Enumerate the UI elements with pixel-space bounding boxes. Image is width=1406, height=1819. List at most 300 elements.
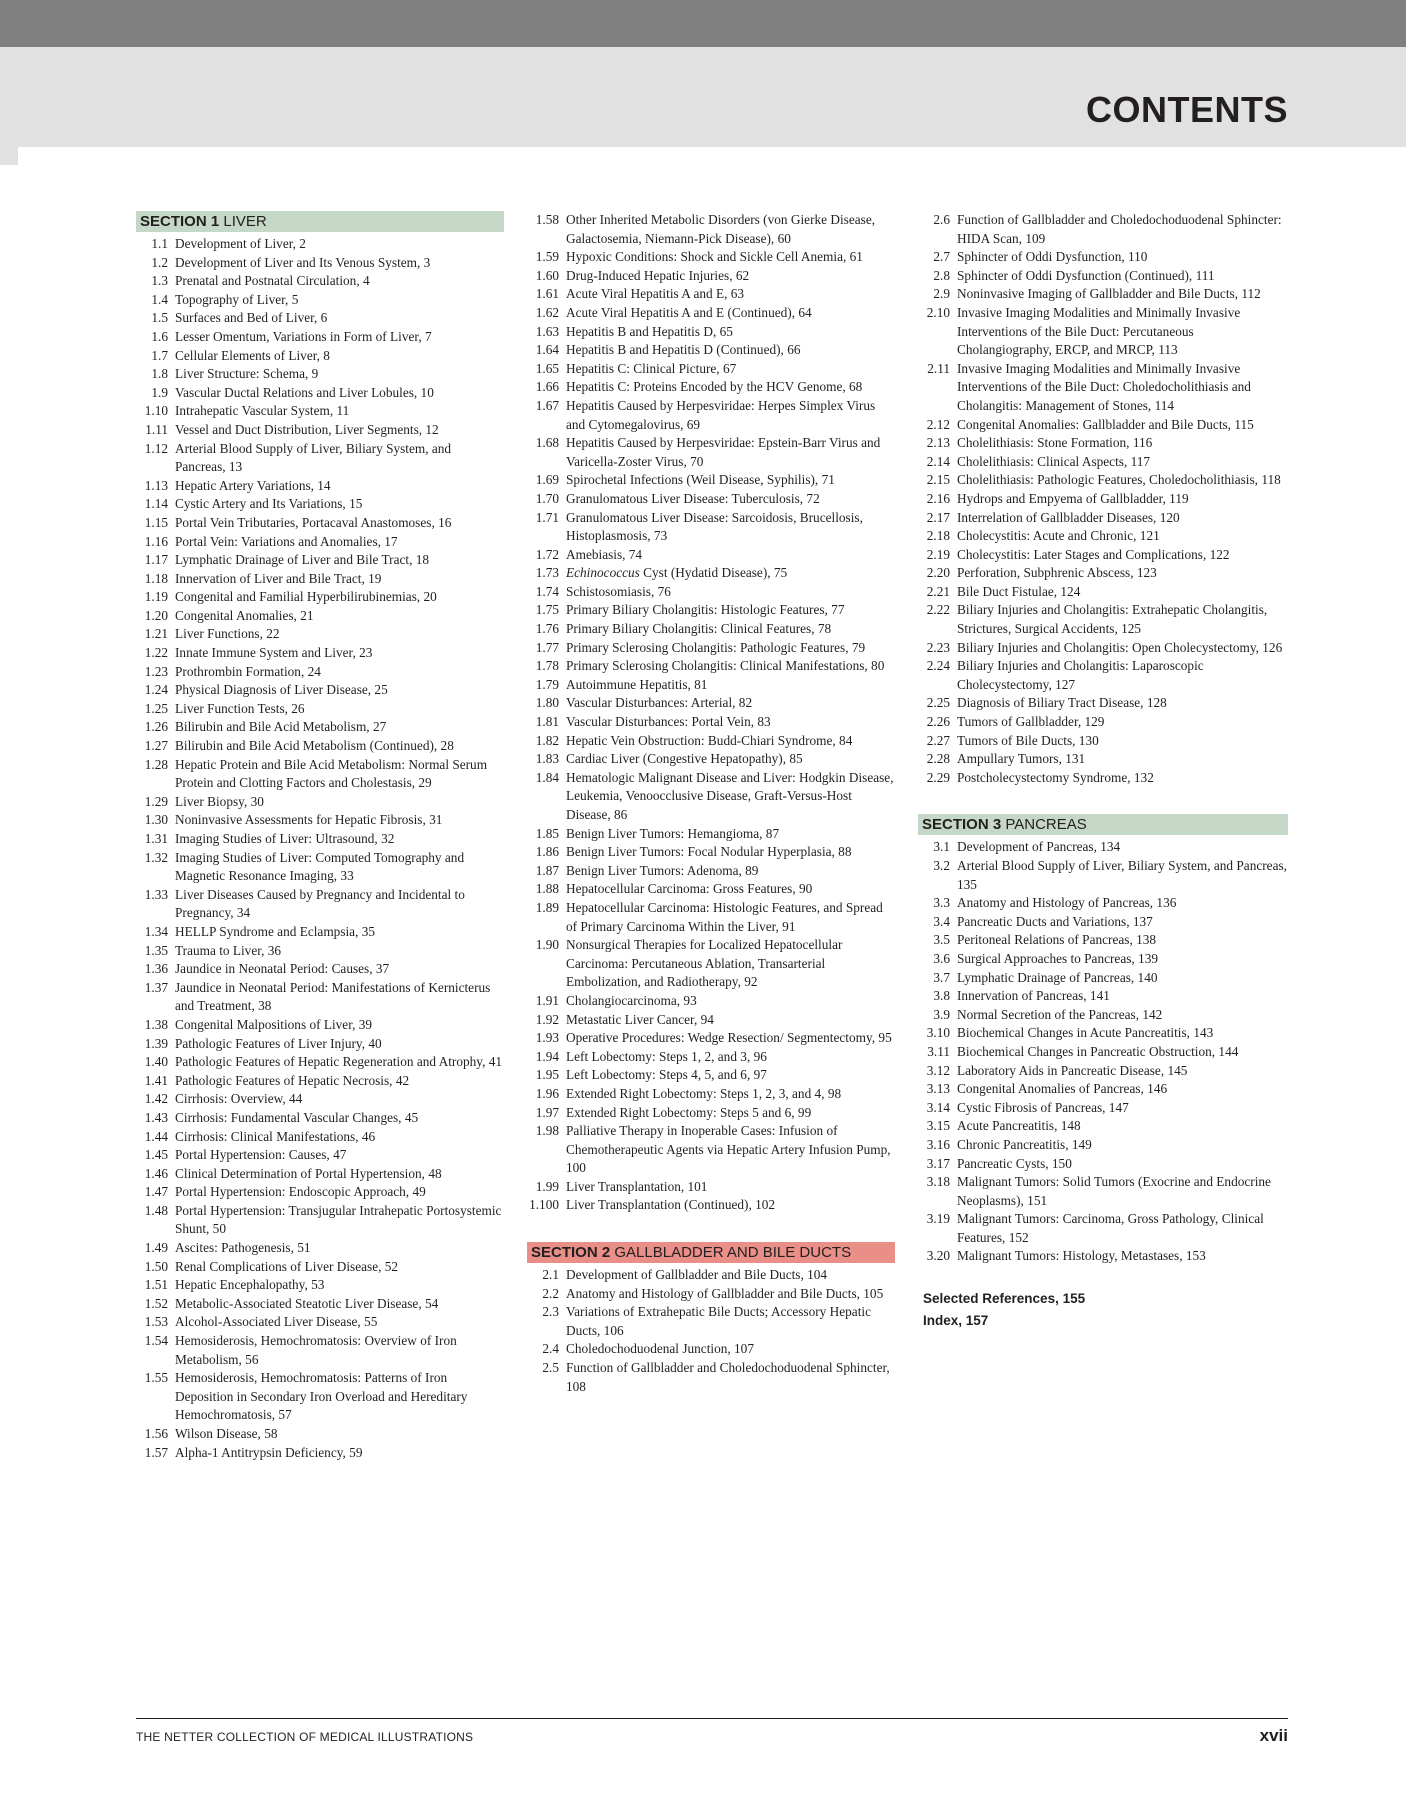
toc-entry-title: Laboratory Aids in Pancreatic Disease, 145: [957, 1062, 1188, 1078]
toc-entry[interactable]: [136, 588, 504, 607]
toc-entry[interactable]: [527, 583, 895, 602]
toc-entry[interactable]: [136, 1276, 504, 1295]
toc-entry-number: 1.46: [144, 1165, 168, 1181]
toc-entry[interactable]: [136, 1109, 504, 1128]
toc-entry-number: 1.33: [144, 886, 168, 902]
toc-entry-title: Tumors of Gallbladder, 129: [957, 714, 1105, 730]
toc-entry-number: 1.63: [535, 323, 559, 339]
toc-entry-title: Metastatic Liver Cancer, 94: [566, 1011, 714, 1027]
toc-entry[interactable]: [136, 700, 504, 719]
toc-entry-title: Hepatic Protein and Bile Acid Metabolism: Normal Serum Protein and Clotting Factors and Cholestasis, 29: [175, 756, 488, 791]
toc-entry-number: 1.67: [535, 397, 559, 413]
toc-entry[interactable]: [918, 969, 1288, 988]
toc-entry-title: Bilirubin and Bile Acid Metabolism (Continued), 28: [175, 738, 454, 754]
toc-entry[interactable]: [527, 601, 895, 620]
toc-entry-title: Benign Liver Tumors: Adenoma, 89: [566, 862, 759, 878]
toc-entry[interactable]: [918, 1136, 1288, 1155]
toc-entry[interactable]: [527, 936, 895, 992]
toc-entry-number: 1.78: [535, 658, 559, 674]
toc-entry-title: Hemosiderosis, Hemochromatosis: Patterns of Iron Deposition in Secondary Iron Overload and Hereditary Hemochromatosis, 57: [175, 1370, 468, 1423]
toc-entry-title: Pathologic Features of Hepatic Necrosis, 42: [175, 1072, 410, 1088]
toc-entry[interactable]: [527, 248, 895, 267]
toc-entry-title: Innervation of Pancreas, 141: [957, 988, 1110, 1004]
selected-references-link[interactable]: Selected References, 155: [923, 1291, 1086, 1307]
toc-entry-title: Cholelithiasis: Clinical Aspects, 117: [957, 453, 1151, 469]
toc-entry-title: Hepatocellular Carcinoma: Histologic Features, and Spread of Primary Carcinoma Within the Liver, 91: [566, 899, 883, 934]
toc-entry[interactable]: [136, 254, 504, 273]
toc-entry-number: 1.21: [144, 626, 168, 642]
toc-entry-title: Amebiasis, 74: [566, 546, 643, 562]
toc-entry[interactable]: [136, 793, 504, 812]
toc-entry-number: 3.2: [933, 858, 950, 873]
toc-entry[interactable]: [136, 1425, 504, 1444]
section-name: PANCREAS: [1005, 816, 1087, 834]
toc-entry-number: 1.36: [144, 961, 168, 977]
toc-entry[interactable]: [527, 304, 895, 323]
toc-entry-title: Acute Viral Hepatitis A and E, 63: [566, 286, 745, 302]
toc-entry[interactable]: [527, 285, 895, 304]
toc-entry-title: Bile Duct Fistulae, 124: [957, 583, 1081, 599]
toc-entry[interactable]: [136, 718, 504, 737]
toc-entry-title: Alcohol-Associated Liver Disease, 55: [175, 1314, 378, 1330]
toc-entry[interactable]: [527, 1085, 895, 1104]
toc-entry[interactable]: [136, 551, 504, 570]
toc-entry-title: Granulomatous Liver Disease: Tuberculosis, 72: [566, 490, 820, 506]
toc-entry-title: Benign Liver Tumors: Focal Nodular Hyperplasia, 88: [566, 844, 852, 860]
toc-entry[interactable]: [527, 378, 895, 397]
toc-entry-number: 1.74: [535, 583, 559, 599]
toc-entry-number: 1.52: [144, 1295, 168, 1311]
toc-entry[interactable]: [527, 1048, 895, 1067]
toc-entry-title: Malignant Tumors: Histology, Metastases, 153: [957, 1248, 1206, 1264]
toc-entry[interactable]: [136, 1183, 504, 1202]
toc-entry[interactable]: [918, 416, 1288, 435]
toc-entry-number: 1.98: [535, 1123, 559, 1139]
toc-entry[interactable]: [136, 272, 504, 291]
toc-entry[interactable]: [136, 681, 504, 700]
toc-entry[interactable]: [918, 1173, 1288, 1210]
toc-entry[interactable]: [136, 291, 504, 310]
toc-entry-number: 1.97: [535, 1104, 559, 1120]
toc-entry-number: 2.7: [933, 249, 950, 265]
toc-entry-title: Variations of Extrahepatic Bile Ducts; Accessory Hepatic Ducts, 106: [566, 1304, 871, 1338]
toc-entry[interactable]: [918, 285, 1288, 304]
toc-entry-number: 2.6: [933, 212, 950, 227]
toc-entry-title: Hepatitis B and Hepatitis D, 65: [566, 323, 733, 339]
toc-entry-title: Anatomy and Histology of Pancreas, 136: [957, 895, 1177, 911]
toc-entry-number: 1.5: [151, 310, 168, 326]
toc-entry-title: Invasive Imaging Modalities and Minimally Invasive Interventions of the Bile Duct: Percutaneous Cholangiography, ERCP, and MRCP, 113: [957, 304, 1241, 358]
toc-entry[interactable]: [918, 931, 1288, 950]
toc-entry-title: Autoimmune Hepatitis, 81: [566, 676, 708, 692]
toc-entry[interactable]: [527, 546, 895, 565]
toc-entry-number: 1.35: [144, 942, 168, 958]
toc-entry[interactable]: [918, 838, 1288, 857]
toc-entry-number: 1.83: [535, 751, 559, 767]
section-label: SECTION 1: [140, 213, 220, 230]
toc-entry[interactable]: [918, 1080, 1288, 1099]
toc-entry[interactable]: [918, 713, 1288, 732]
toc-entry[interactable]: [136, 625, 504, 644]
toc-entry-title: Pancreatic Cysts, 150: [957, 1155, 1072, 1171]
toc-entry[interactable]: [136, 1146, 504, 1165]
toc-entry[interactable]: [527, 620, 895, 639]
toc-entry-number: 2.14: [926, 453, 950, 469]
toc-entry[interactable]: [527, 1066, 895, 1085]
toc-entry-number: 1.51: [144, 1277, 168, 1293]
toc-entry-number: 1.10: [144, 403, 168, 419]
toc-entry[interactable]: [136, 644, 504, 663]
toc-entry-title: Primary Sclerosing Cholangitis: Clinical Manifestations, 80: [566, 658, 885, 674]
toc-entry[interactable]: [918, 750, 1288, 769]
toc-entry[interactable]: [918, 583, 1288, 602]
toc-entry-number: 1.2: [151, 254, 168, 270]
toc-entry[interactable]: [136, 1202, 504, 1239]
toc-entry[interactable]: [136, 923, 504, 942]
toc-entry[interactable]: [918, 732, 1288, 751]
toc-entry[interactable]: [527, 1104, 895, 1123]
toc-entry[interactable]: [527, 1011, 895, 1030]
toc-entry[interactable]: [918, 564, 1288, 583]
toc-entry[interactable]: [136, 942, 504, 961]
toc-entry[interactable]: [136, 1053, 504, 1072]
toc-entry-title: Hepatitis C: Proteins Encoded by the HCV Genome, 68: [566, 379, 863, 395]
toc-entry-number: 1.43: [144, 1109, 168, 1125]
toc-entry[interactable]: [527, 1303, 895, 1340]
toc-entry-title: Sphincter of Oddi Dysfunction, 110: [957, 249, 1148, 265]
toc-entry-number: 1.39: [144, 1035, 168, 1051]
toc-entry[interactable]: [918, 894, 1288, 913]
toc-entry-title: Portal Hypertension: Transjugular Intrahepatic Portosystemic Shunt, 50: [175, 1202, 502, 1237]
toc-entry[interactable]: [527, 825, 895, 844]
toc-entry-number: 1.76: [535, 621, 559, 637]
toc-entry[interactable]: [918, 360, 1288, 416]
toc-entry[interactable]: [527, 397, 895, 434]
section-label: SECTION 2: [531, 1244, 611, 1262]
section-3-heading: [918, 814, 1288, 835]
toc-entry[interactable]: [136, 1128, 504, 1147]
toc-entry[interactable]: [918, 1043, 1288, 1062]
toc-entry[interactable]: [918, 1099, 1288, 1118]
footer-series-title: THE NETTER COLLECTION OF MEDICAL ILLUSTRATIONS: [136, 1730, 474, 1744]
toc-entry[interactable]: [918, 453, 1288, 472]
toc-entry-title: Hepatic Encephalopathy, 53: [175, 1277, 325, 1293]
toc-entry-number: 3.14: [926, 1099, 950, 1115]
toc-entry-number: 1.18: [144, 570, 168, 586]
toc-entry[interactable]: [918, 211, 1288, 248]
toc-entry[interactable]: [918, 913, 1288, 932]
toc-entry[interactable]: [918, 1210, 1288, 1247]
toc-entry-title: Peritoneal Relations of Pancreas, 138: [957, 932, 1157, 948]
toc-entry-number: 3.15: [926, 1118, 950, 1134]
toc-entry[interactable]: [918, 304, 1288, 360]
toc-entry-number: 1.7: [151, 347, 168, 363]
toc-entry-number: 2.11: [927, 360, 950, 376]
toc-entry[interactable]: [527, 323, 895, 342]
toc-entry[interactable]: [918, 527, 1288, 546]
toc-entry-title: Liver Function Tests, 26: [175, 700, 305, 716]
toc-entry-title: Malignant Tumors: Carcinoma, Gross Pathology, Clinical Features, 152: [957, 1211, 1264, 1245]
toc-entry-number: 1.77: [535, 639, 559, 655]
toc-entry-number: 1.9: [151, 384, 168, 400]
toc-entry[interactable]: [918, 509, 1288, 528]
toc-entry-number: 1.70: [535, 490, 559, 506]
toc-entry[interactable]: [527, 657, 895, 676]
toc-entry-title: Ascites: Pathogenesis, 51: [175, 1240, 311, 1256]
toc-entry[interactable]: [136, 421, 504, 440]
toc-entry[interactable]: [136, 1165, 504, 1184]
toc-entry[interactable]: [136, 309, 504, 328]
toc-entry-title: Biliary Injuries and Cholangitis: Open Cholecystectomy, 126: [957, 639, 1283, 655]
toc-entry[interactable]: [527, 341, 895, 360]
toc-entry[interactable]: [527, 434, 895, 471]
toc-entry-number: 2.5: [542, 1360, 559, 1376]
toc-entry-title: Cholangiocarcinoma, 93: [566, 992, 697, 1008]
toc-entry-title: Vascular Disturbances: Portal Vein, 83: [566, 714, 771, 730]
toc-entry[interactable]: [918, 1006, 1288, 1025]
toc-entry[interactable]: [527, 509, 895, 546]
toc-entry[interactable]: [918, 657, 1288, 694]
toc-entry-number: 1.91: [535, 992, 559, 1008]
toc-entry-number: 2.15: [926, 472, 950, 488]
toc-entry-title: Development of Liver and Its Venous System, 3: [175, 254, 431, 270]
toc-entry-title: Chronic Pancreatitis, 149: [957, 1136, 1092, 1152]
toc-entry-number: 1.19: [144, 589, 168, 605]
toc-entry[interactable]: [136, 533, 504, 552]
toc-entry-number: 2.27: [926, 732, 950, 748]
toc-entry-number: 1.12: [144, 440, 168, 456]
toc-entry[interactable]: [136, 1090, 504, 1109]
index-link[interactable]: Index, 157: [923, 1313, 989, 1329]
toc-entry[interactable]: [527, 750, 895, 769]
toc-entry[interactable]: [918, 490, 1288, 509]
toc-entry[interactable]: [527, 676, 895, 695]
toc-entry[interactable]: [527, 211, 895, 248]
toc-entry-title: Spirochetal Infections (Weil Disease, Syphilis), 71: [566, 472, 835, 488]
toc-entry[interactable]: [136, 495, 504, 514]
toc-entry-number: 2.20: [926, 565, 950, 581]
toc-entry-title: Primary Biliary Cholangitis: Clinical Features, 78: [566, 621, 832, 637]
toc-entry[interactable]: [918, 694, 1288, 713]
toc-entry[interactable]: [136, 1369, 504, 1425]
toc-entry-number: 1.34: [144, 923, 168, 939]
toc-entry[interactable]: [136, 1035, 504, 1054]
toc-entry[interactable]: [527, 639, 895, 658]
page-title: CONTENTS: [1086, 89, 1288, 130]
section-1-entries: [136, 235, 504, 1462]
toc-entry-number: 3.1: [933, 839, 950, 855]
toc-entry-number: 3.5: [933, 932, 950, 948]
toc-entry-title: Congenital Malpositions of Liver, 39: [175, 1016, 373, 1032]
toc-entry-number: 1.99: [535, 1178, 559, 1194]
toc-entry-title: Postcholecystectomy Syndrome, 132: [957, 769, 1154, 785]
toc-entry[interactable]: [136, 514, 504, 533]
toc-entry-title: Portal Vein: Variations and Anomalies, 17: [175, 533, 398, 549]
toc-entry-number: 1.41: [144, 1072, 168, 1088]
toc-entry-number: 2.17: [926, 509, 950, 525]
toc-entry-title: Jaundice in Neonatal Period: Causes, 37: [175, 961, 390, 977]
toc-entry[interactable]: [527, 1196, 895, 1215]
toc-entry[interactable]: [918, 769, 1288, 788]
toc-entry[interactable]: [136, 1016, 504, 1035]
section-3-entries: [918, 838, 1288, 1266]
toc-entry-number: 3.17: [926, 1155, 950, 1171]
toc-entry[interactable]: [136, 1239, 504, 1258]
toc-entry-title: Metabolic-Associated Steatotic Liver Disease, 54: [175, 1295, 439, 1311]
toc-entry-title: Hydrops and Empyema of Gallbladder, 119: [957, 490, 1189, 506]
toc-entry[interactable]: [136, 811, 504, 830]
toc-entry[interactable]: [136, 347, 504, 366]
section-1-entries-continued: [527, 211, 895, 1215]
toc-entry-title: Sphincter of Oddi Dysfunction (Continued), 111: [957, 267, 1215, 283]
toc-entry[interactable]: [136, 1444, 504, 1463]
toc-entry[interactable]: [527, 992, 895, 1011]
toc-entry-number: 1.93: [535, 1030, 559, 1046]
toc-entry[interactable]: [918, 1117, 1288, 1136]
toc-entry-title: Noninvasive Imaging of Gallbladder and Bile Ducts, 112: [957, 286, 1261, 302]
toc-entry-number: 2.1: [542, 1267, 559, 1283]
toc-entry-title: Intrahepatic Vascular System, 11: [175, 403, 350, 419]
toc-entry[interactable]: [136, 1072, 504, 1091]
toc-entry[interactable]: [136, 1313, 504, 1332]
toc-entry[interactable]: [527, 360, 895, 379]
toc-entry-title: Development of Liver, 2: [175, 236, 306, 251]
toc-entry[interactable]: [918, 248, 1288, 267]
page-number: xvii: [1259, 1726, 1288, 1745]
toc-entry[interactable]: [918, 1062, 1288, 1081]
toc-entry-title: Portal Vein Tributaries, Portacaval Anastomoses, 16: [175, 514, 452, 530]
toc-entry[interactable]: [136, 384, 504, 403]
toc-entry[interactable]: [527, 1285, 895, 1304]
toc-entry-number: 3.12: [926, 1062, 950, 1078]
toc-entry-number: 1.68: [535, 435, 559, 451]
toc-entry-number: 1.82: [535, 732, 559, 748]
toc-entry[interactable]: [527, 862, 895, 881]
toc-entry-number: 1.96: [535, 1085, 559, 1101]
toc-entry[interactable]: [527, 1122, 895, 1178]
toc-entry[interactable]: [527, 899, 895, 936]
toc-entry[interactable]: [136, 607, 504, 626]
toc-entry-title: Normal Secretion of the Pancreas, 142: [957, 1006, 1163, 1022]
toc-entry[interactable]: [527, 1340, 895, 1359]
toc-entry[interactable]: [918, 987, 1288, 1006]
toc-entry-title: Lesser Omentum, Variations in Form of Liver, 7: [175, 328, 432, 344]
toc-entry[interactable]: [136, 849, 504, 886]
toc-entry[interactable]: [136, 756, 504, 793]
toc-entry[interactable]: [527, 1029, 895, 1048]
toc-entry-title: Vascular Disturbances: Arterial, 82: [566, 695, 753, 711]
toc-entry-number: 1.44: [144, 1128, 168, 1144]
toc-entry[interactable]: [136, 1258, 504, 1277]
toc-entry-number: 1.4: [151, 291, 168, 307]
toc-entry[interactable]: [136, 365, 504, 384]
toc-entry[interactable]: [136, 960, 504, 979]
toc-entry[interactable]: [527, 471, 895, 490]
toc-entry[interactable]: [918, 471, 1288, 490]
toc-entry[interactable]: [136, 440, 504, 477]
toc-entry-title: Cystic Artery and Its Variations, 15: [175, 496, 363, 512]
toc-entry[interactable]: [527, 713, 895, 732]
toc-entry[interactable]: [136, 328, 504, 347]
toc-entry[interactable]: [527, 490, 895, 509]
toc-entry-title: Liver Biopsy, 30: [175, 793, 264, 809]
toc-entry[interactable]: [527, 769, 895, 825]
toc-entry-title: Schistosomiasis, 76: [566, 583, 671, 599]
toc-entry-number: 1.49: [144, 1240, 168, 1256]
toc-entry[interactable]: [527, 564, 895, 583]
toc-entry-title: Pathologic Features of Liver Injury, 40: [175, 1035, 382, 1051]
toc-entry[interactable]: [918, 1024, 1288, 1043]
toc-entry[interactable]: [136, 477, 504, 496]
toc-entry[interactable]: [136, 235, 504, 254]
toc-entry[interactable]: [527, 880, 895, 899]
toc-entry[interactable]: [918, 601, 1288, 638]
header-notch: [0, 147, 18, 165]
toc-entry[interactable]: [918, 857, 1288, 894]
toc-entry-number: 1.61: [535, 286, 559, 302]
toc-entry-number: 3.11: [927, 1043, 950, 1059]
toc-entry-title: Pancreatic Ducts and Variations, 137: [957, 913, 1153, 929]
toc-entry[interactable]: [527, 694, 895, 713]
toc-entry[interactable]: [136, 663, 504, 682]
section-2-heading: [527, 1242, 895, 1263]
toc-entry[interactable]: [918, 1155, 1288, 1174]
toc-entry[interactable]: [136, 402, 504, 421]
toc-entry-title: Operative Procedures: Wedge Resection/ Segmentectomy, 95: [566, 1030, 892, 1046]
toc-entry-number: 2.29: [926, 769, 950, 785]
toc-entry-number: 2.25: [926, 695, 950, 711]
toc-entry-number: 1.87: [535, 862, 559, 878]
toc-entry-number: 2.8: [933, 267, 950, 283]
toc-entry-title: Cardiac Liver (Congestive Hepatopathy), 85: [566, 751, 803, 767]
toc-entry-number: 2.4: [542, 1341, 559, 1357]
toc-entry-title: Liver Diseases Caused by Pregnancy and Incidental to Pregnancy, 34: [175, 886, 465, 921]
toc-entry[interactable]: [918, 1247, 1288, 1266]
toc-entry[interactable]: [527, 843, 895, 862]
toc-entry[interactable]: [918, 950, 1288, 969]
section-name: GALLBLADDER AND BILE DUCTS: [614, 1244, 852, 1262]
toc-entry[interactable]: [918, 546, 1288, 565]
toc-entry-number: 1.14: [144, 496, 168, 512]
toc-entry-number: 1.17: [144, 552, 168, 568]
toc-entry[interactable]: [136, 830, 504, 849]
toc-entry[interactable]: [918, 267, 1288, 286]
toc-entry-number: 2.28: [926, 751, 950, 767]
toc-entry[interactable]: [136, 886, 504, 923]
toc-entry[interactable]: [527, 1178, 895, 1197]
toc-entry[interactable]: [527, 732, 895, 751]
toc-entry[interactable]: [918, 639, 1288, 658]
toc-entry[interactable]: [136, 979, 504, 1016]
toc-entry-number: 1.85: [535, 825, 559, 841]
toc-entry-number: 1.59: [535, 249, 559, 265]
toc-entry-title: Noninvasive Assessments for Hepatic Fibrosis, 31: [175, 812, 443, 828]
toc-entry[interactable]: [527, 1266, 895, 1285]
toc-entry-title: Palliative Therapy in Inoperable Cases: Infusion of Chemotherapeutic Agents via Hepatic Artery Infusion Pump, 100: [566, 1123, 891, 1176]
toc-entry-number: 2.16: [926, 490, 950, 506]
toc-entry-title: Hepatic Artery Variations, 14: [175, 477, 331, 493]
toc-entry-title: Alpha-1 Antitrypsin Deficiency, 59: [175, 1444, 363, 1460]
toc-entry[interactable]: [136, 570, 504, 589]
toc-entry[interactable]: [136, 737, 504, 756]
toc-entry[interactable]: [918, 434, 1288, 453]
toc-entry[interactable]: [136, 1295, 504, 1314]
toc-entry[interactable]: [527, 1359, 895, 1396]
toc-entry[interactable]: [527, 267, 895, 286]
toc-entry-number: 1.45: [144, 1147, 168, 1163]
toc-entry[interactable]: [136, 1332, 504, 1369]
toc-entry-number: 3.18: [926, 1174, 950, 1190]
